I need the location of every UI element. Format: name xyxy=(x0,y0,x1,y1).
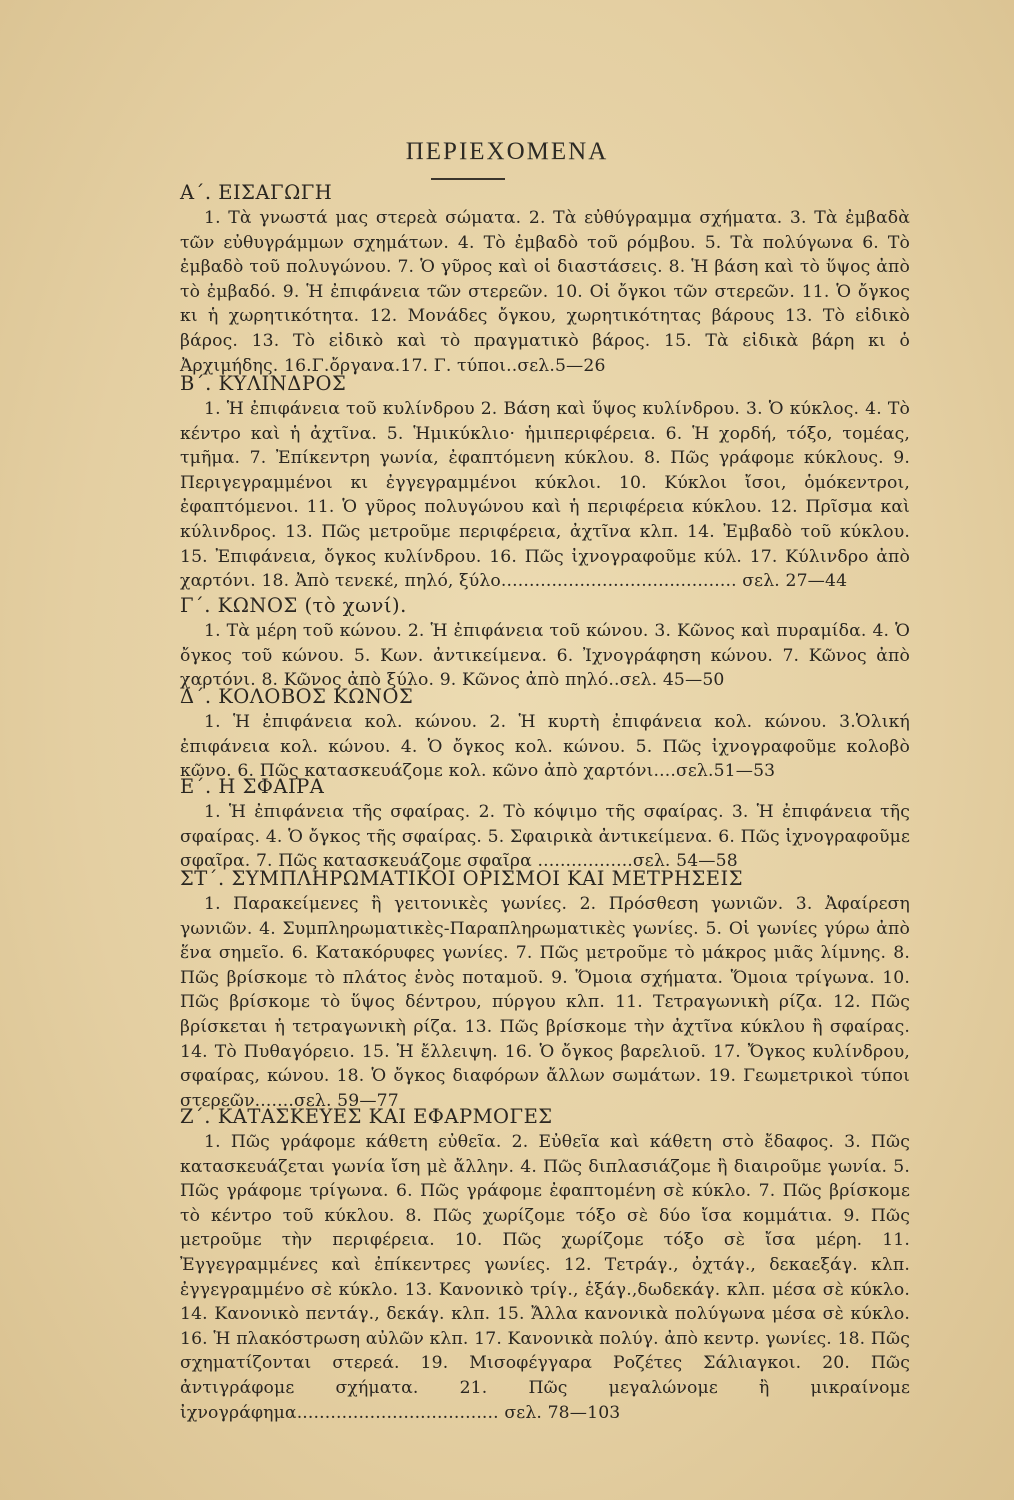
section-contents: 1. Τὰ μέρη τοῦ κώνου. 2. Ἡ ἐπιφάνεια τοῦ κώνου. 3. Κῶνος καὶ πυραμίδα. 4. Ὁ ὄγκος τοῦ κώνου. 5. Κων. ἀντικείμενα. 6. Ἰχνογράφηση κώνου. 7. Κῶνος ἀπὸ χαρτόνι. 8. Κῶνος ἀπὸ ξύλο. 9. Κῶνος ἀπὸ πηλό..σελ. 45—50 xyxy=(180,621,910,691)
section-heading: Γ΄. ΚΩΝΟΣ (τὸ χωνί). xyxy=(180,594,407,617)
section-heading: Β΄. ΚΥΛΙΝΔΡΟΣ xyxy=(180,372,347,395)
section-z xyxy=(180,1104,910,1425)
section-b xyxy=(180,371,910,594)
section-heading: ΣΤ΄. ΣΥΜΠΛΗΡΩΜΑΤΙΚΟΙ ΟΡΙΣΜΟΙ ΚΑΙ ΜΕΤΡΗΣΕΙΣ xyxy=(180,867,744,890)
section-st xyxy=(180,866,910,1113)
section-contents: 1. Τὰ γνωστά μας στερεὰ σώματα. 2. Τὰ εὐθύγραμμα σχήματα. 3. Τὰ ἐμβαδὰ τῶν εὐθυγράμμων σχημάτων. 4. Τὸ ἐμβαδὸ τοῦ ρόμβου. 5. Τὰ πολύγωνα 6. Τὸ ἐμβαδὸ τοῦ πολυγώνου. 7. Ὁ γῦρος καὶ οἱ διαστάσεις. 8. Ἡ βάση καὶ τὸ ὕψος ἀπὸ τὸ ἐμβαδό. 9. Ἡ ἐπιφάνεια τῶν στερεῶν. 10. Οἱ ὄγκοι τῶν στερεῶν. 11. Ὁ ὄγκος κι ἡ χωρητικότητα. 12. Μονάδες ὄγκου, χωρητικότητας βάρους 13. Τὸ εἰδικὸ βάρος. 13. Τὸ εἰδικὸ καὶ τὸ πραγματικὸ βάρος. 15. Τὰ εἰδικὰ βάρη κι ὁ Ἀρχιμήδης. 16.Γ.ὄργανα.17. Γ. τύποι..σελ.5—26 xyxy=(180,208,910,376)
section-contents: 1. Πῶς γράφομε κάθετη εὐθεῖα. 2. Εὐθεῖα καὶ κάθετη στὸ ἔδαφος. 3. Πῶς κατασκευάζεται γωνία ἴση μὲ ἄλλην. 4. Πῶς διπλασιάζομε ἢ διαιροῦμε γωνία. 5. Πῶς γράφομε τρίγωνα. 6. Πῶς γράφομε ἐφαπτομένη σὲ κύκλο. 7. Πῶς βρίσκομε τὸ κέντρο τοῦ κύκλου. 8. Πῶς χωρίζομε τόξο σὲ δύο ἴσα κομμάτια. 9. Πῶς μετροῦμε τὴν περιφέρεια. 10. Πῶς χωρίζομε τόξο σὲ ἴσα μέρη. 11. Ἐγγεγραμμένες καὶ ἐπίκεντρες γωνίες. 12. Τετράγ., ὀχτάγ., δεκαεξάγ. κλπ. ἐγγεγραμμένο σὲ κύκλο. 13. Κανονικὸ τρίγ., ἑξάγ.,δωδεκάγ. κλπ. μέσα σὲ κύκλο. 14. Κανονικὸ πεντάγ., δεκάγ. κλπ. 15. Ἄλλα κανονικὰ πολύγωνα μέσα σὲ κύκλο. 16. Ἡ πλακόστρωση αὐλῶν κλπ. 17. Κανονικὰ πολύγ. ἀπὸ κεντρ. γωνίες. 18. Πῶς σχηματίζονται στερεά. 19. Μισοφέγγαρα Ροζέτες Σάλιαγκοι. 20. Πῶς ἀντιγράφομε σχήματα. 21. Πῶς μεγαλώνομε ἢ μικραίνομε ἰχνογράφημα.................................... σελ. 78—103 xyxy=(180,1132,910,1423)
section-a xyxy=(180,180,910,378)
section-heading: Α΄. ΕΙΣΑΓΩΓΗ xyxy=(180,181,333,204)
section-contents: 1. Ἡ ἐπιφάνεια κολ. κώνου. 2. Ἡ κυρτὴ ἐπιφάνεια κολ. κώνου. 3.Ὁλική ἐπιφάνεια κολ. κώνου. 4. Ὁ ὄγκος κολ. κώνου. 5. Πῶς ἰχνογραφοῦμε κολοβὸ κῶνο. 6. Πῶς κατασκευάζομε κολ. κῶνο ἀπὸ χαρτόνι....σελ.51—53 xyxy=(180,712,910,782)
section-contents: 1. Ἡ ἐπιφάνεια τοῦ κυλίνδρου 2. Βάση καὶ ὕψος κυλίνδρου. 3. Ὁ κύκλος. 4. Τὸ κέντρο καὶ ἡ ἀχτῖνα. 5. Ἡμικύκλιο· ἡμιπεριφέρεια. 6. Ἡ χορδή, τόξο, τομέας, τμῆμα. 7. Ἐπίκεντρη γωνία, ἐφαπτόμενη κύκλου. 8. Πῶς γράφομε κύκλους. 9. Περιγεγραμμένοι κι ἐγγεγραμμένοι κύκλοι. 10. Κύκλοι ἴσοι, ὁμόκεντροι, ἐφαπτόμενοι. 11. Ὁ γῦρος πολυγώνου καὶ ἡ περιφέρεια κύκλου. 12. Πρῖσμα καὶ κύλινδρος. 13. Πῶς μετροῦμε περιφέρεια, ἀχτῖνα κλπ. 14. Ἐμβαδὸ τοῦ κύκλου. 15. Ἐπιφάνεια, ὄγκος κυλίνδρου. 16. Πῶς ἰχνογραφοῦμε κύλ. 17. Κύλινδρο ἀπὸ χαρτόνι. 18. Ἀπὸ τενεκέ, πηλό, ξύλο.......................................... σελ. 27—44 xyxy=(180,399,910,592)
page-title: ΠΕΡΙΕΧΟΜΕΝΑ xyxy=(405,138,609,165)
section-contents: 1. Παρακείμενες ἢ γειτονικὲς γωνίες. 2. Πρόσθεση γωνιῶν. 3. Ἀφαίρεση γωνιῶν. 4. Συμπληρωματικὲς-Παραπληρωματικὲς γωνίες. 5. Οἱ γωνίες γύρω ἀπὸ ἕνα σημεῖο. 6. Κατακόρυφες γωνίες. 7. Πῶς μετροῦμε τὸ μάκρος μιᾶς λίμνης. 8. Πῶς βρίσκομε τὸ πλάτος ἑνὸς ποταμοῦ. 9. Ὅμοια σχήματα. Ὅμοια τρίγωνα. 10. Πῶς βρίσκομε τὸ ὕψος δέντρου, πύργου κλπ. 11. Τετραγωνικὴ ρίζα. 12. Πῶς βρίσκεται ἡ τετραγωνικὴ ρίζα. 13. Πῶς βρίσκομε τὴν ἀχτῖνα κύκλου ἢ σφαίρας. 14. Τὸ Πυθαγόρειο. 15. Ἡ ἔλλειψη. 16. Ὁ ὄγκος βαρελιοῦ. 17. Ὄγκος κυλίνδρου, σφαίρας, κώνου. 18. Ὁ ὄγκος διαφόρων ἄλλων σωμάτων. 19. Γεωμετρικοὶ τύποι στερεῶν.......σελ. 59—77 xyxy=(180,894,910,1111)
section-e xyxy=(180,774,910,874)
section-heading: Ζ΄. ΚΑΤΑΣΚΕΥΕΣ ΚΑΙ ΕΦΑΡΜΟΓΕΣ xyxy=(180,1105,553,1128)
section-heading: Δ΄. ΚΟΛΟΒΟΣ ΚΩΝΟΣ xyxy=(180,685,414,708)
section-c xyxy=(180,593,910,693)
section-contents: 1. Ἡ ἐπιφάνεια τῆς σφαίρας. 2. Τὸ κόψιμο τῆς σφαίρας. 3. Ἡ ἐπιφάνεια τῆς σφαίρας. 4. Ὁ ὄγκος τῆς σφαίρας. 5. Σφαιρικὰ ἀντικείμενα. 6. Πῶς ἰχνογραφοῦμε σφαῖρα. 7. Πῶς κατασκευάζομε σφαῖρα .................σελ. 54—58 xyxy=(180,802,910,872)
section-d xyxy=(180,684,910,784)
section-heading: Ε΄. Η ΣΦΑΙΡΑ xyxy=(180,775,325,798)
